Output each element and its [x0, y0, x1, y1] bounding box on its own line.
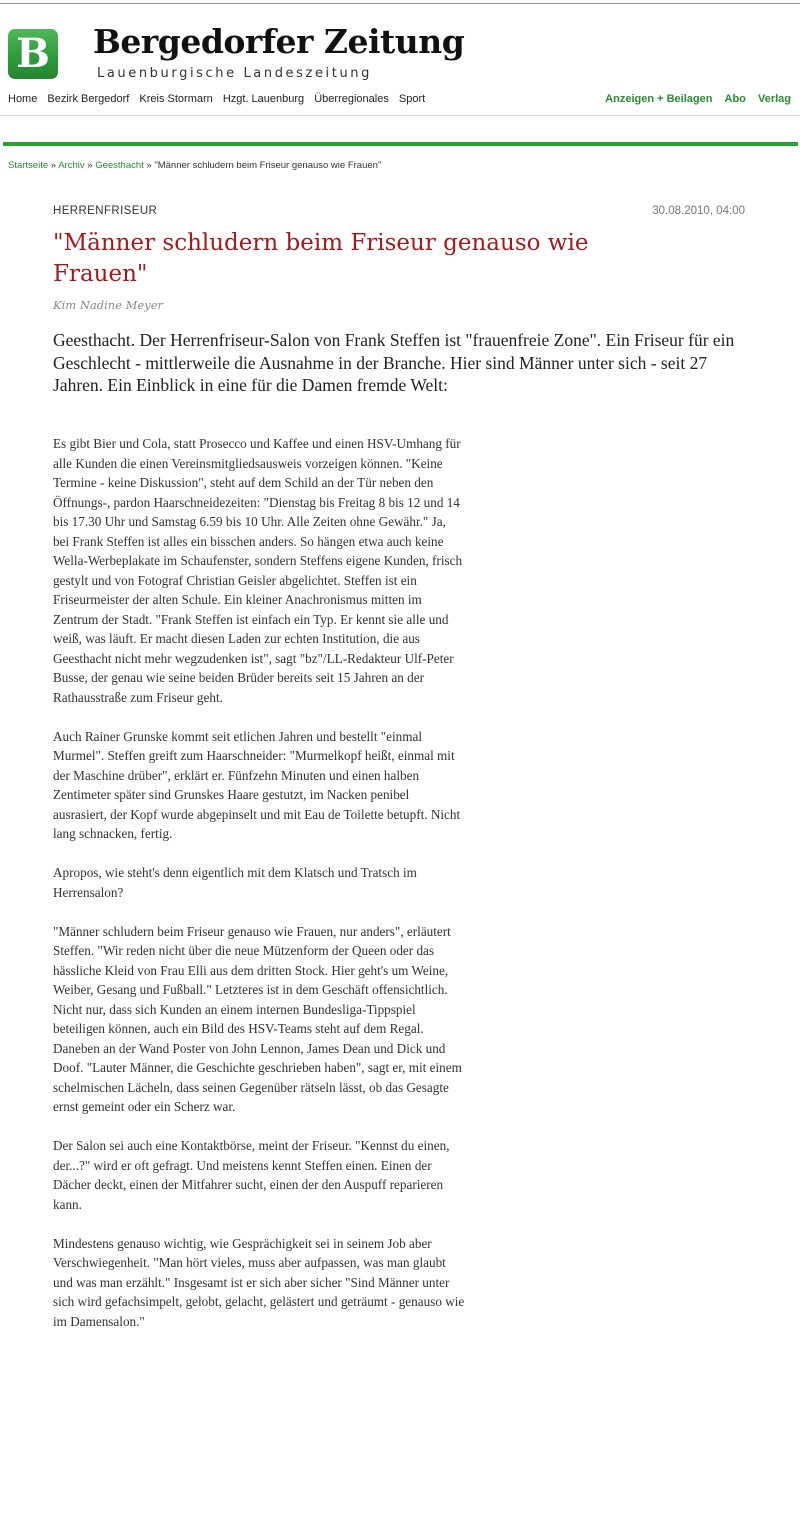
nav-item-ueberregionales[interactable]: Überregionales: [314, 93, 389, 105]
breadcrumb-current: "Männer schludern beim Friseur genauso wie Frauen": [154, 160, 382, 171]
main-nav: [8, 93, 432, 105]
article-paragraph: Es gibt Bier und Cola, statt Prosecco und Kaffee und einen HSV-Umhang für alle Kunden die einen Vereinsmitgliedsausweis vorzeigen können. "Keine Termine - keine Diskussion", steht auf dem Schild an der Tür neben den Öffnungs-, pardon Haarschneidezeiten: "Dienstag bis Freitag 8 bis 12 und 14 bis 17.30 Uhr und Samstag 6.59 bis 10 Uhr. Alle Zeiten ohne Gewähr." Ja, bei Frank Steffen ist alles ein bisschen anders. So hängen etwa auch keine Wella-Werbeplakate im Schaufenster, sondern Steffens eigene Kunden, frisch gestylt und von Fotograf Christian Geisler abgelichtet. Steffen ist ein Friseurmeister der alten Schule. Ein kleiner Anachronismus mitten im Zentrum der Stadt. "Frank Steffen ist einfach ein Typ. Er kennt sie alle und weiß, was läuft. Er macht diesen Laden zur echten Institution, die aus Geesthacht nicht mehr wegzudenken ist", sagt "bz"/LL-Redakteur Ulf-Peter Busse, der genau wie seine beiden Brüder bereits seit 15 Jahren an der Rathausstraße zum Friseur geht.: [53, 436, 463, 705]
article-kicker: HERRENFRISEUR: [53, 205, 158, 217]
article-author: Kim Nadine Meyer: [53, 298, 164, 312]
nav-item-kreis-stormarn[interactable]: Kreis Stormarn: [139, 93, 213, 105]
breadcrumb-separator: »: [146, 160, 152, 171]
nav-item-abo[interactable]: Abo: [724, 93, 746, 105]
masthead-subtitle: Lauenburgische Landeszeitung: [97, 66, 372, 81]
article-paragraph: Apropos, wie steht's denn eigentlich mit dem Klatsch und Tratsch im Herrensalon?: [53, 865, 417, 900]
article-paragraph: Mindestens genauso wichtig, wie Gesprächigkeit sei in seinem Job aber Verschwiegenheit. "Man hört vieles, muss aber aufpassen, was man glaubt und was man erzählt." Insgesamt ist er sich aber sicher "Sind Männer unter sich wird gefachsimpelt, gelobt, gelacht, gelästert und geträumt - genauso wie im Damensalon.": [53, 1235, 465, 1329]
logo[interactable]: [8, 29, 58, 79]
article-body: [53, 434, 465, 1351]
nav-divider: [0, 115, 800, 116]
article-paragraph: "Männer schludern beim Friseur genauso wie Frauen, nur anders", erläutert Steffen. "Wir reden nicht über die neue Mützenform der Queen oder das hässliche Kleid von Frau Elli aus dem dritten Stock. Hier geht's um Weine, Weiber, Gesang und Fußball." Letzteres ist in dem Geschäft offensichtlich. Nicht nur, dass sich Kunden an einem internen Bundesliga-Tippspiel beteiligen können, auch ein Bild des HSV-Teams steht auf dem Regal. Daneben an der Wand Poster von John Lennon, James Dean und Dick und Doof. "Lauter Männer, die Geschichte geschrieben haben", sagt er, mit einem schelmischen Lächeln, dass seinen Gegenüber rätseln lässt, ob das Gesagte ernst gemeint oder ein Scherz war.: [53, 923, 462, 1114]
article-paragraph: Der Salon sei auch eine Kontaktbörse, meint der Friseur. "Kennst du einen, der...?" wird er oft gefragt. Und meistens kennt Steffen einen. Einen der Dächer deckt, einen der Mitfahrer sucht, einen der den Auspuff reparieren kann.: [53, 1138, 450, 1212]
nav-item-anzeigen-beilagen[interactable]: Anzeigen + Beilagen: [605, 93, 713, 105]
top-divider: [0, 3, 800, 4]
nav-item-verlag[interactable]: Verlag: [757, 93, 791, 105]
breadcrumb-geesthacht[interactable]: Geesthacht: [95, 160, 144, 171]
article-lead: Geesthacht. Der Herrenfriseur-Salon von Frank Steffen ist "frauenfreie Zone". Ein Friseur für ein Geschlecht - mittlerweile die Ausnahme in der Branche. Hier sind Männer unter sich - seit 27 Jahren. Ein Einblick in eine für die Damen fremde Welt:: [53, 330, 735, 395]
brand-divider: [3, 142, 798, 146]
secondary-nav: [596, 93, 791, 105]
article-paragraph: Auch Rainer Grunske kommt seit etlichen Jahren und bestellt "einmal Murmel". Steffen greift zum Haarschneider: "Murmelkopf heißt, einmal mit der Maschine drüber", erklärt er. Fünfzehn Minuten und einen halben Zentimeter später sind Grunskes Haare gestutzt, im Nacken penibel ausrasiert, der Kopf wurde abgepinselt und mit Eau de Toilette betupft. Nicht lang schnacken, fertig.: [53, 728, 461, 841]
nav-item-home[interactable]: Home: [8, 93, 38, 105]
nav-item-bezirk-bergedorf[interactable]: Bezirk Bergedorf: [47, 93, 130, 105]
nav-item-hzgt-lauenburg[interactable]: Hzgt. Lauenburg: [222, 93, 305, 105]
breadcrumb: [8, 160, 381, 171]
breadcrumb-archiv[interactable]: Archiv: [58, 160, 85, 171]
breadcrumb-separator: »: [50, 160, 57, 171]
article-headline: "Männer schludern beim Friseur genauso wie Frauen": [53, 230, 589, 287]
masthead-title[interactable]: Bergedorfer Zeitung: [93, 22, 465, 61]
nav-item-sport[interactable]: Sport: [398, 93, 426, 105]
article-date: 30.08.2010, 04:00: [652, 205, 745, 217]
logo-letter: B: [16, 30, 50, 77]
breadcrumb-startseite[interactable]: Startseite: [8, 160, 49, 171]
breadcrumb-separator: »: [87, 160, 93, 171]
